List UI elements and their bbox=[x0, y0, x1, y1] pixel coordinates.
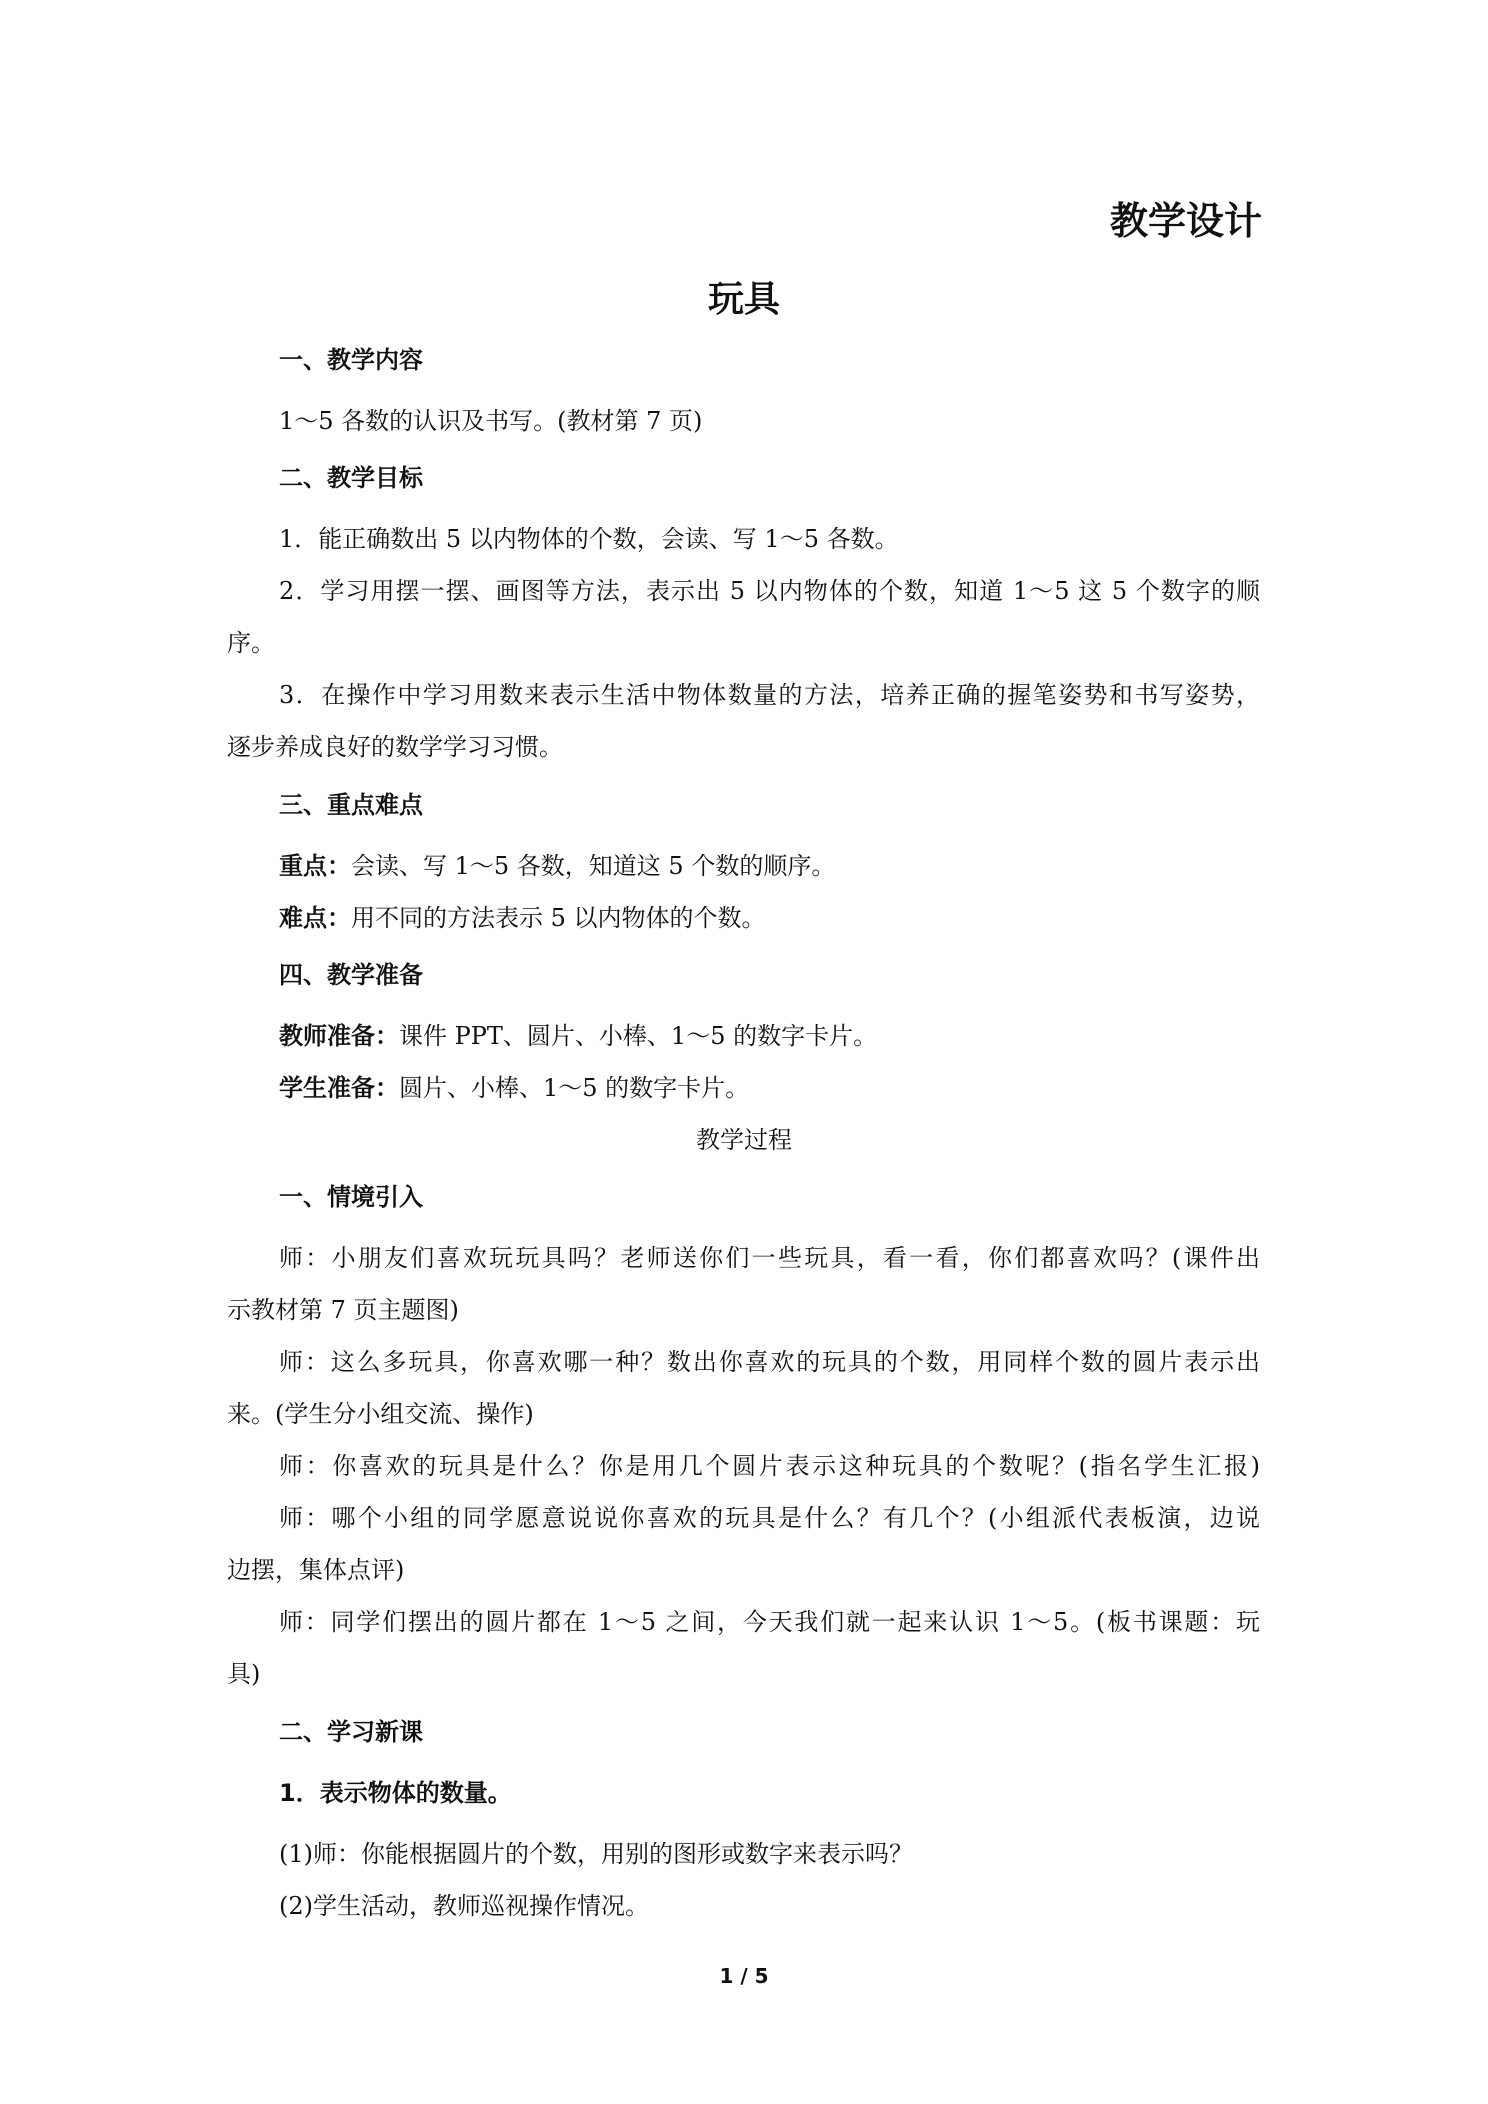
dialogue-4-line-1: 师：哪个小组的同学愿意说说你喜欢的玩具是什么？有几个？(小组派代表板演，边说 bbox=[279, 1504, 1260, 1532]
goal-2-line-2: 序。 bbox=[227, 629, 275, 657]
section-heading-goals: 二、教学目标 bbox=[279, 464, 423, 492]
activity-step-2: (2)学生活动，教师巡视操作情况。 bbox=[279, 1892, 649, 1920]
student-preparation-text: 圆片、小棒、1～5 的数字卡片。 bbox=[399, 1074, 750, 1102]
goal-3-line-2: 逐步养成良好的数学学习习惯。 bbox=[227, 733, 563, 761]
content-text: 1～5 各数的认识及书写。(教材第 7 页) bbox=[279, 407, 703, 435]
dialogue-2-line-2: 来。(学生分小组交流、操作) bbox=[227, 1400, 534, 1428]
teacher-preparation-text: 课件 PPT、圆片、小棒、1～5 的数字卡片。 bbox=[399, 1022, 878, 1050]
section-heading-content: 一、教学内容 bbox=[279, 346, 423, 374]
key-point-text: 会读、写 1～5 各数，知道这 5 个数的顺序。 bbox=[351, 852, 836, 880]
dialogue-5-line-2: 具) bbox=[227, 1660, 261, 1688]
difficulty-point bbox=[279, 902, 766, 934]
difficulty-text: 用不同的方法表示 5 以内物体的个数。 bbox=[351, 904, 766, 932]
lesson-title: 玩具 bbox=[707, 279, 780, 320]
student-preparation-label: 学生准备： bbox=[279, 1074, 399, 1102]
document-type-label: 教学设计 bbox=[1109, 199, 1262, 243]
teacher-preparation-label: 教师准备： bbox=[279, 1022, 399, 1050]
goal-1: 1．能正确数出 5 以内物体的个数，会读、写 1～5 各数。 bbox=[279, 525, 899, 553]
page-number: 1 / 5 bbox=[719, 1964, 769, 1988]
dialogue-3: 师：你喜欢的玩具是什么？你是用几个圆片表示这种玩具的个数呢？(指名学生汇报) bbox=[279, 1452, 1260, 1480]
activity-step-1: (1)师：你能根据圆片的个数，用别的图形或数字来表示吗？ bbox=[279, 1840, 913, 1868]
section-heading-preparation: 四、教学准备 bbox=[279, 961, 423, 989]
dialogue-2-line-1: 师：这么多玩具，你喜欢哪一种？数出你喜欢的玩具的个数，用同样个数的圆片表示出 bbox=[279, 1348, 1260, 1376]
student-preparation bbox=[279, 1072, 749, 1104]
dialogue-1-line-1: 师：小朋友们喜欢玩玩具吗？老师送你们一些玩具，看一看，你们都喜欢吗？(课件出 bbox=[279, 1244, 1260, 1272]
goal-3-line-1: 3．在操作中学习用数来表示生活中物体数量的方法，培养正确的握笔姿势和书写姿势， bbox=[279, 681, 1260, 709]
dialogue-4-line-2: 边摆，集体点评) bbox=[227, 1556, 405, 1584]
key-point-label: 重点： bbox=[279, 852, 351, 880]
dialogue-5-line-1: 师：同学们摆出的圆片都在 1～5 之间，今天我们就一起来认识 1～5。(板书课题：玩 bbox=[279, 1608, 1260, 1636]
section-heading-key-points: 三、重点难点 bbox=[279, 791, 423, 819]
section-heading-introduction: 一、情境引入 bbox=[279, 1183, 423, 1211]
teacher-preparation bbox=[279, 1020, 877, 1052]
difficulty-label: 难点： bbox=[279, 904, 351, 932]
process-title: 教学过程 bbox=[696, 1126, 792, 1154]
section-heading-new-lesson: 二、学习新课 bbox=[279, 1718, 423, 1746]
subsection-heading: 1．表示物体的数量。 bbox=[279, 1779, 512, 1807]
goal-2-line-1: 2．学习用摆一摆、画图等方法，表示出 5 以内物体的个数，知道 1～5 这 5 个数字的顺 bbox=[279, 577, 1260, 605]
dialogue-1-line-2: 示教材第 7 页主题图) bbox=[227, 1296, 459, 1324]
key-point bbox=[279, 850, 835, 882]
